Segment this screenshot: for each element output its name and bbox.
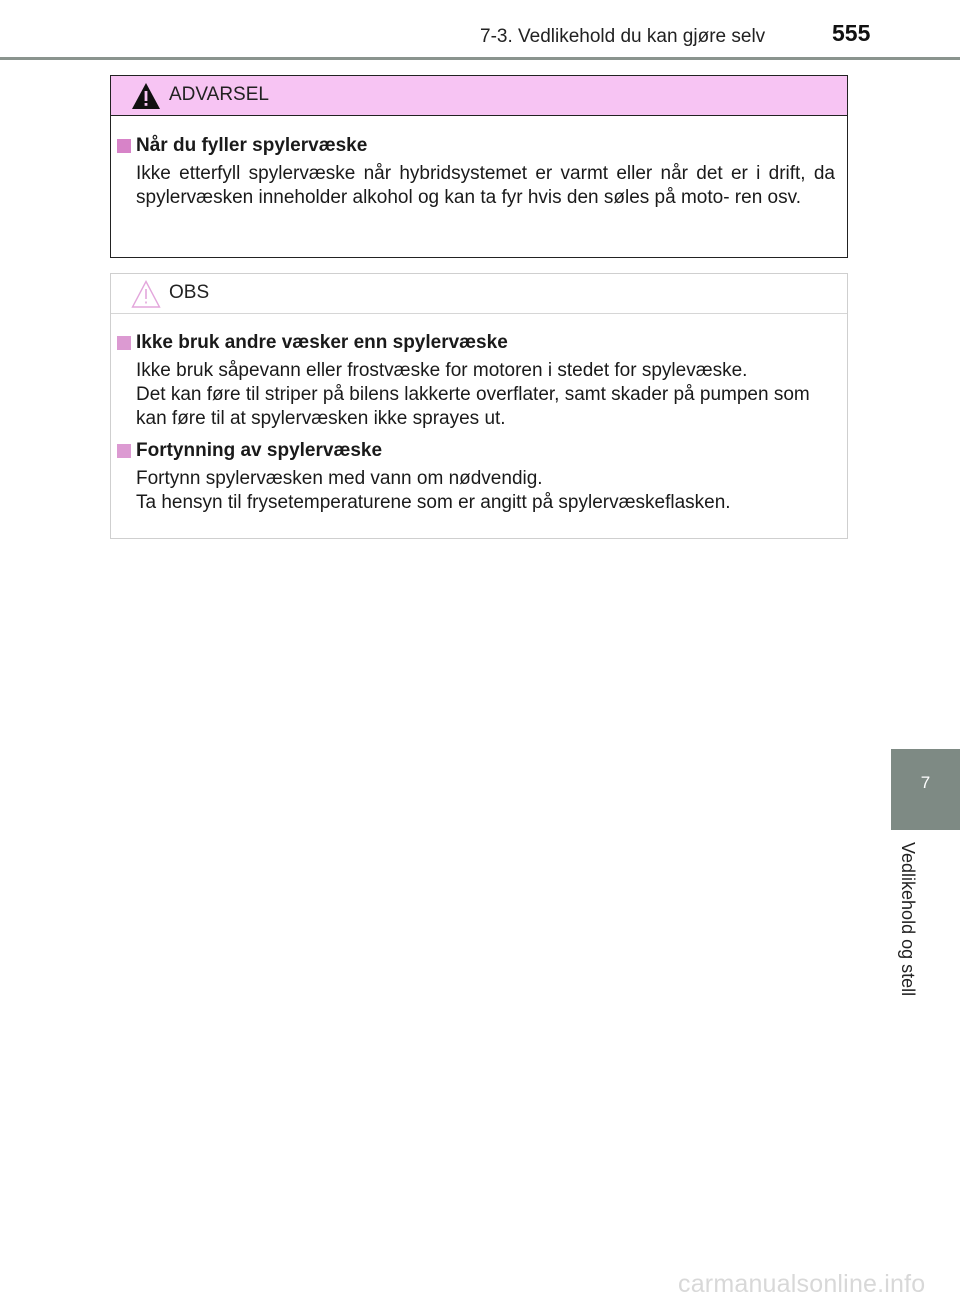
section-title: 7-3. Vedlikehold du kan gjøre selv bbox=[480, 26, 766, 47]
warning-box-label: ADVARSEL bbox=[169, 84, 269, 105]
warning-item bbox=[117, 134, 835, 210]
warning-box-header bbox=[111, 76, 847, 116]
chapter-number: 7 bbox=[920, 773, 931, 792]
warning-triangle-icon bbox=[131, 82, 161, 110]
notice-box bbox=[110, 273, 848, 539]
square-bullet-icon bbox=[117, 336, 131, 350]
warning-box bbox=[110, 75, 848, 258]
notice-box-label: OBS bbox=[169, 282, 210, 303]
watermark: carmanualsonline.info bbox=[678, 1270, 926, 1298]
chapter-tab bbox=[891, 749, 960, 830]
notice-box-header bbox=[111, 274, 847, 314]
warning-item-text: Ikke etterfyll spylervæske når hybridsystemet er varmt eller når det er i drift, da spylervæsken inneholder alkohol og kan ta fyr hvis den søles på moto- ren osv. bbox=[136, 163, 835, 208]
square-bullet-icon bbox=[117, 139, 131, 153]
chapter-title: Vedlikehold og stell bbox=[898, 842, 918, 997]
warning-item-title: Når du fyller spylervæske bbox=[117, 134, 835, 158]
square-bullet-icon bbox=[117, 444, 131, 458]
notice-item-text: Fortynn spylervæsken med vann om nødvendig. Ta hensyn til frysetemperaturene som er angitt på spylervæskeflasken. bbox=[136, 468, 731, 513]
header-divider bbox=[0, 57, 960, 60]
notice-item-text: Ikke bruk såpevann eller frostvæske for motoren i stedet for spylevæske. Det kan føre til striper på bilens lakkerte overflater, samt skader på pumpen som kan føre til at spylervæsken ikke sprayes ut. bbox=[136, 360, 810, 429]
caution-outline-triangle-icon bbox=[131, 280, 161, 308]
notice-item bbox=[117, 331, 835, 431]
notice-item-title: Fortynning av spylervæske bbox=[117, 439, 835, 463]
notice-item-title: Ikke bruk andre væsker enn spylervæske bbox=[117, 331, 835, 355]
notice-item bbox=[117, 439, 835, 515]
page-number: 555 bbox=[832, 20, 871, 46]
